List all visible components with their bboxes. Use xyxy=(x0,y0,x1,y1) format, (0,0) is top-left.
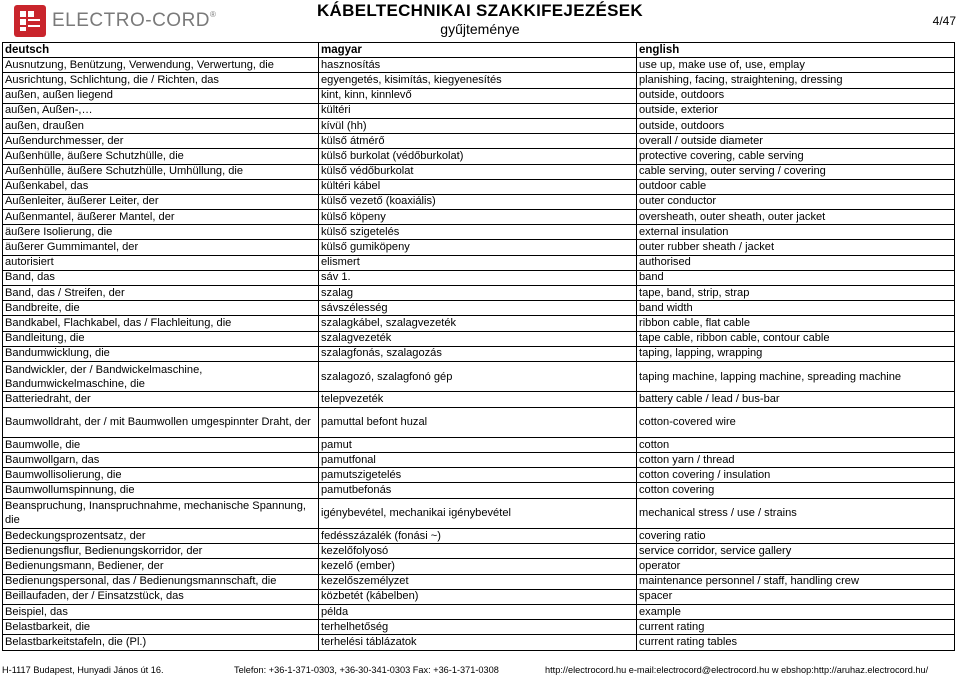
cell-english: outer rubber sheath / jacket xyxy=(637,240,955,255)
table-row xyxy=(3,635,955,650)
cell-english: operator xyxy=(637,559,955,574)
table-header-row xyxy=(3,43,955,58)
table-row xyxy=(3,149,955,164)
cell-deutsch: Außenhülle, äußere Schutzhülle, Umhüllung, die xyxy=(3,164,319,179)
cell-english: protective covering, cable serving xyxy=(637,149,955,164)
cell-magyar: terhelési táblázatok xyxy=(319,635,637,650)
cell-deutsch: Bandwickler, der / Bandwickelmaschine, Bandumwickelmaschine, die xyxy=(3,361,319,391)
cell-english: band width xyxy=(637,301,955,316)
cell-magyar: külső átmérő xyxy=(319,134,637,149)
cell-deutsch: Bandumwicklung, die xyxy=(3,346,319,361)
cell-deutsch: äußerer Gummimantel, der xyxy=(3,240,319,255)
cell-magyar: közbetét (kábelben) xyxy=(319,589,637,604)
glossary-table xyxy=(2,42,955,651)
table-row xyxy=(3,468,955,483)
cell-magyar: pamutbefonás xyxy=(319,483,637,498)
table-row xyxy=(3,286,955,301)
cell-deutsch: Bedienungsflur, Bedienungskorridor, der xyxy=(3,544,319,559)
cell-deutsch: Baumwolle, die xyxy=(3,437,319,452)
cell-magyar: kezelőfolyosó xyxy=(319,544,637,559)
cell-magyar: terhelhetőség xyxy=(319,620,637,635)
cell-deutsch: Bedienungsmann, Bediener, der xyxy=(3,559,319,574)
electro-cord-logo-icon xyxy=(14,5,46,37)
cell-deutsch: Beispiel, das xyxy=(3,604,319,619)
cell-deutsch: außen, draußen xyxy=(3,118,319,133)
cell-magyar: kint, kinn, kinnlevő xyxy=(319,88,637,103)
cell-english: cotton yarn / thread xyxy=(637,453,955,468)
cell-magyar: telepvezeték xyxy=(319,392,637,407)
cell-english: outside, outdoors xyxy=(637,88,955,103)
cell-magyar: kültéri kábel xyxy=(319,179,637,194)
cell-english: current rating tables xyxy=(637,635,955,650)
cell-deutsch: Außenhülle, äußere Schutzhülle, die xyxy=(3,149,319,164)
table-body xyxy=(3,58,955,650)
cell-deutsch: Baumwolldraht, der / mit Baumwollen umgespinnter Draht, der xyxy=(3,407,319,437)
table-row xyxy=(3,210,955,225)
table-row xyxy=(3,589,955,604)
table-row xyxy=(3,134,955,149)
cell-deutsch: autorisiert xyxy=(3,255,319,270)
cell-english: use up, make use of, use, emplay xyxy=(637,58,955,73)
cell-english: mechanical stress / use / strains xyxy=(637,498,955,528)
cell-english: cotton xyxy=(637,437,955,452)
table-row xyxy=(3,225,955,240)
table-row xyxy=(3,361,955,391)
cell-magyar: szalagfonás, szalagozás xyxy=(319,346,637,361)
table-row xyxy=(3,544,955,559)
cell-deutsch: Batteriedraht, der xyxy=(3,392,319,407)
cell-magyar: pamutfonal xyxy=(319,453,637,468)
cell-deutsch: äußere Isolierung, die xyxy=(3,225,319,240)
cell-deutsch: außen, Außen-,… xyxy=(3,103,319,118)
cell-deutsch: Baumwollumspinnung, die xyxy=(3,483,319,498)
cell-magyar: hasznosítás xyxy=(319,58,637,73)
table-row xyxy=(3,164,955,179)
cell-english: spacer xyxy=(637,589,955,604)
cell-deutsch: Außenleiter, äußerer Leiter, der xyxy=(3,194,319,209)
table-row xyxy=(3,270,955,285)
cell-magyar: külső szigetelés xyxy=(319,225,637,240)
cell-deutsch: Bandkabel, Flachkabel, das / Flachleitung, die xyxy=(3,316,319,331)
column-header-deutsch: deutsch xyxy=(3,43,319,58)
table-row xyxy=(3,498,955,528)
cell-english: outdoor cable xyxy=(637,179,955,194)
company-logo xyxy=(14,4,217,38)
footer-web: http://electrocord.hu e-mail:electrocord@electrocord.hu w ebshop:http://aruhaz.electrocord.hu/ xyxy=(545,665,929,675)
cell-english: oversheath, outer sheath, outer jacket xyxy=(637,210,955,225)
page-subtitle: gyűjteménye xyxy=(440,21,520,37)
cell-magyar: külső köpeny xyxy=(319,210,637,225)
cell-magyar: kezelő (ember) xyxy=(319,559,637,574)
cell-magyar: pamuttal befont huzal xyxy=(319,407,637,437)
cell-magyar: szalag xyxy=(319,286,637,301)
cell-magyar: kezelőszemélyzet xyxy=(319,574,637,589)
cell-deutsch: Außenkabel, das xyxy=(3,179,319,194)
table-row xyxy=(3,316,955,331)
table-row xyxy=(3,194,955,209)
cell-deutsch: Band, das xyxy=(3,270,319,285)
column-header-english: english xyxy=(637,43,955,58)
cell-english: outer conductor xyxy=(637,194,955,209)
cell-magyar: pamutszigetelés xyxy=(319,468,637,483)
table-row xyxy=(3,118,955,133)
cell-english: cotton covering xyxy=(637,483,955,498)
table-row xyxy=(3,437,955,452)
cell-deutsch: Bandleitung, die xyxy=(3,331,319,346)
table-row xyxy=(3,529,955,544)
cell-deutsch: Beanspruchung, Inanspruchnahme, mechanische Spannung, die xyxy=(3,498,319,528)
cell-magyar: fedésszázalék (fonási ~) xyxy=(319,529,637,544)
logo-text: ELECTRO-CORD® xyxy=(52,10,217,31)
cell-english: authorised xyxy=(637,255,955,270)
table-row xyxy=(3,453,955,468)
cell-magyar: külső burkolat (védőburkolat) xyxy=(319,149,637,164)
cell-magyar: külső vezető (koaxiális) xyxy=(319,194,637,209)
cell-english: covering ratio xyxy=(637,529,955,544)
cell-magyar: szalagvezeték xyxy=(319,331,637,346)
cell-english: service corridor, service gallery xyxy=(637,544,955,559)
cell-deutsch: Baumwollgarn, das xyxy=(3,453,319,468)
table-row xyxy=(3,255,955,270)
table-row xyxy=(3,346,955,361)
cell-deutsch: Band, das / Streifen, der xyxy=(3,286,319,301)
cell-deutsch: Baumwollisolierung, die xyxy=(3,468,319,483)
cell-magyar: kívül (hh) xyxy=(319,118,637,133)
page-footer xyxy=(0,663,960,678)
cell-deutsch: Belastbarkeitstafeln, die (Pl.) xyxy=(3,635,319,650)
title-block xyxy=(230,1,730,38)
cell-english: cable serving, outer serving / covering xyxy=(637,164,955,179)
cell-magyar: külső gumiköpeny xyxy=(319,240,637,255)
cell-magyar: sávszélesség xyxy=(319,301,637,316)
table-row xyxy=(3,103,955,118)
cell-deutsch: Beillaufaden, der / Einsatzstück, das xyxy=(3,589,319,604)
table-row xyxy=(3,483,955,498)
cell-english: tape, band, strip, strap xyxy=(637,286,955,301)
cell-english: overall / outside diameter xyxy=(637,134,955,149)
cell-magyar: igénybevétel, mechanikai igénybevétel xyxy=(319,498,637,528)
cell-english: example xyxy=(637,604,955,619)
cell-english: maintenance personnel / staff, handling crew xyxy=(637,574,955,589)
page-header xyxy=(0,0,960,42)
cell-deutsch: Bedeckungsprozentsatz, der xyxy=(3,529,319,544)
cell-english: cotton-covered wire xyxy=(637,407,955,437)
cell-magyar: sáv 1. xyxy=(319,270,637,285)
cell-english: battery cable / lead / bus-bar xyxy=(637,392,955,407)
cell-deutsch: außen, außen liegend xyxy=(3,88,319,103)
cell-deutsch: Belastbarkeit, die xyxy=(3,620,319,635)
table-row xyxy=(3,574,955,589)
table-row xyxy=(3,620,955,635)
cell-deutsch: Bandbreite, die xyxy=(3,301,319,316)
cell-english: cotton covering / insulation xyxy=(637,468,955,483)
table-row xyxy=(3,331,955,346)
column-header-magyar: magyar xyxy=(319,43,637,58)
cell-deutsch: Ausnutzung, Benützung, Verwendung, Verwertung, die xyxy=(3,58,319,73)
cell-magyar: egyengetés, kisimítás, kiegyenesítés xyxy=(319,73,637,88)
cell-magyar: szalagozó, szalagfonó gép xyxy=(319,361,637,391)
table-row xyxy=(3,58,955,73)
table-row xyxy=(3,392,955,407)
cell-english: planishing, facing, straightening, dressing xyxy=(637,73,955,88)
cell-magyar: kültéri xyxy=(319,103,637,118)
table-row xyxy=(3,88,955,103)
cell-magyar: szalagkábel, szalagvezeték xyxy=(319,316,637,331)
table-row xyxy=(3,240,955,255)
cell-magyar: elismert xyxy=(319,255,637,270)
cell-english: tape cable, ribbon cable, contour cable xyxy=(637,331,955,346)
cell-english: taping machine, lapping machine, spreading machine xyxy=(637,361,955,391)
cell-english: ribbon cable, flat cable xyxy=(637,316,955,331)
glossary-table-container xyxy=(2,42,954,651)
cell-english: band xyxy=(637,270,955,285)
footer-phone: Telefon: +36-1-371-0303, +36-30-341-0303 Fax: +36-1-371-0308 xyxy=(234,665,499,675)
cell-english: outside, exterior xyxy=(637,103,955,118)
table-row xyxy=(3,73,955,88)
cell-english: taping, lapping, wrapping xyxy=(637,346,955,361)
cell-deutsch: Außendurchmesser, der xyxy=(3,134,319,149)
table-row xyxy=(3,179,955,194)
cell-magyar: külső védőburkolat xyxy=(319,164,637,179)
cell-deutsch: Außenmantel, äußerer Mantel, der xyxy=(3,210,319,225)
table-row xyxy=(3,407,955,437)
cell-magyar: példa xyxy=(319,604,637,619)
cell-deutsch: Bedienungspersonal, das / Bedienungsmannschaft, die xyxy=(3,574,319,589)
cell-english: outside, outdoors xyxy=(637,118,955,133)
page-number: 4/47 xyxy=(932,14,956,28)
cell-english: external insulation xyxy=(637,225,955,240)
cell-deutsch: Ausrichtung, Schlichtung, die / Richten, das xyxy=(3,73,319,88)
cell-english: current rating xyxy=(637,620,955,635)
cell-magyar: pamut xyxy=(319,437,637,452)
table-row xyxy=(3,301,955,316)
footer-address: H-1117 Budapest, Hunyadi János út 16. xyxy=(2,665,164,675)
table-row xyxy=(3,604,955,619)
page-title: KÁBELTECHNIKAI SZAKKIFEJEZÉSEK xyxy=(316,1,644,20)
table-row xyxy=(3,559,955,574)
